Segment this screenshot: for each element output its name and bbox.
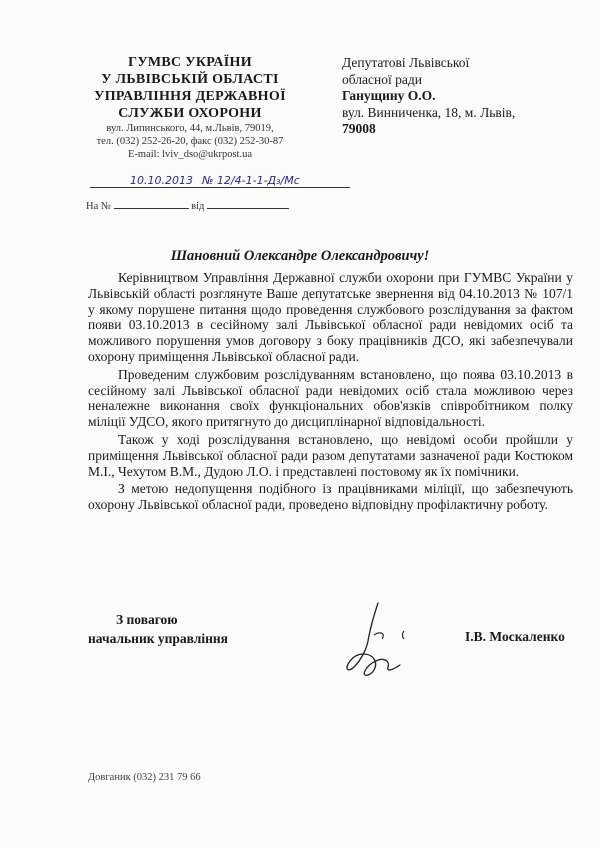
sender-phones: тел. (032) 252-26-20, факс (032) 252-30-87: [96, 136, 284, 147]
executor-contact: Довганик (032) 231 79 66: [88, 772, 201, 783]
sender-email: E-mail: lviv_dso@ukrpost.ua: [128, 149, 252, 160]
signer-title: начальник управління: [88, 631, 228, 646]
sender-line-3: УПРАВЛІННЯ ДЕРЖАВНОЇ: [94, 89, 286, 104]
sender-line-1: ГУМВС УКРАЇНИ: [128, 55, 252, 70]
recipient-block: [342, 55, 562, 138]
recipient-line-2: обласної ради: [342, 71, 422, 87]
recipient-address: вул. Винниченка, 18, м. Львів,: [342, 104, 516, 120]
reference-from-label: від: [191, 201, 205, 212]
signature-block: [88, 610, 228, 648]
paragraph-3: Також у ході розслідування встановлено, що невідомі особи пройшли у приміщення Львівської обласної ради разом депутатами зазначеної ради Костюком М.І., Чехутом В.М., Дудою Л.О. і представлені постовому як їх помічники.: [88, 431, 573, 479]
sender-line-4: СЛУЖБИ ОХОРОНИ: [118, 106, 262, 121]
paragraph-2: Проведеним службовим розслідуванням встановлено, що поява 03.10.2013 в сесійному залі Львівської обласної ради невідомих осіб стала можливою через неналежне виконання своїх функціональних обов'язків співробітником полку міліції УДСО, якого притягнуто до дисциплінарної відповідальності.: [88, 366, 573, 430]
sender-line-2: У ЛЬВІВСЬКІЙ ОБЛАСТІ: [101, 72, 279, 87]
signer-name: І.В. Москаленко: [465, 629, 565, 644]
recipient-line-1: Депутатові Львівської: [342, 55, 470, 70]
outgoing-underline: [90, 187, 350, 188]
closing-line: З повагою: [116, 612, 178, 627]
reference-on-label: На №: [86, 201, 111, 212]
salutation: Шановний Олександре Олександровичу!: [170, 248, 430, 264]
reference-date-blank: [207, 199, 289, 209]
outgoing-date: 10.10.2013: [130, 174, 193, 187]
reference-number-blank: [114, 199, 189, 209]
letter-body: [88, 270, 573, 515]
paragraph-1: Керівництвом Управління Державної служби охорони при ГУМВС України у Львівській області розглянуте Ваше депутатське звернення від 04.10.2013 № 107/1 у якому порушене питання щодо проведення службового розслідування за фактом появи 03.10.2013 в сесійному залі Львівської обласної ради невідомих осіб та можливого порушення умов договору з боку працівників ДСО, які забезпечували охорону приміщення Львівської обласної ради.: [88, 270, 573, 364]
recipient-name: Ганущину О.О.: [342, 88, 436, 103]
outgoing-number-line: [90, 172, 350, 190]
handwritten-signature: [330, 595, 420, 690]
paragraph-4: З метою недопущення подібного із працівниками міліції, що забезпечують охорону Львівської обласної ради, проведено відповідну профілактичну роботу.: [88, 481, 573, 513]
sender-address: вул. Липинського, 44, м.Львів, 79019,: [106, 123, 274, 134]
outgoing-number: № 12/4-1-1-Д₃/Мс: [202, 174, 300, 187]
sender-header: [70, 54, 310, 161]
recipient-zip: 79008: [342, 121, 376, 136]
reference-line: [86, 199, 289, 212]
